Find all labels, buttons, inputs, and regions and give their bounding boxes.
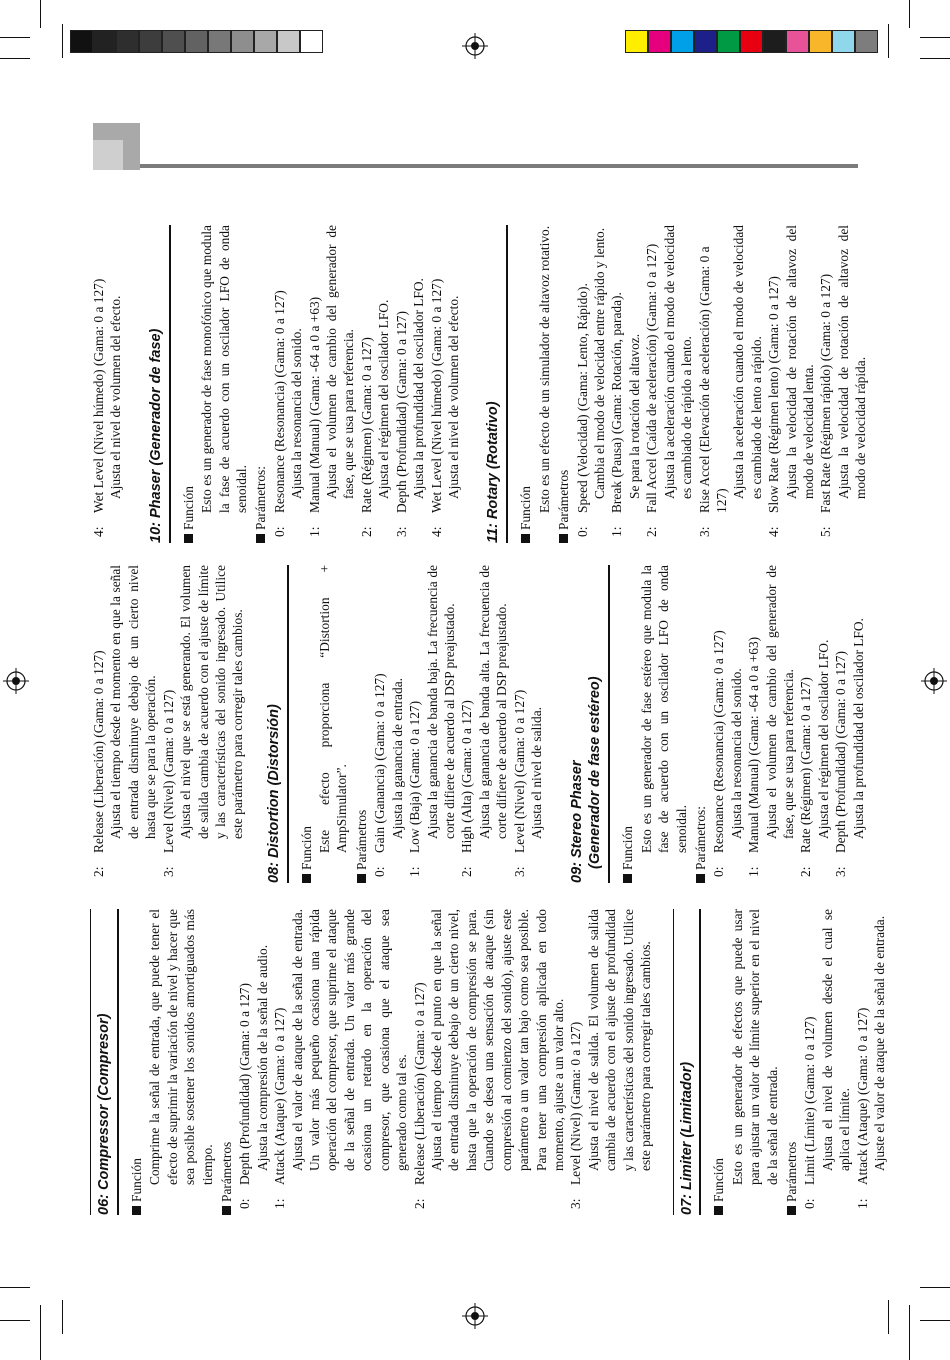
parameter-item: 1: Attack (Ataque) (Gama: 0 a 127) Ajusta el valor de ataque de la señal de entrada. Un valor más pequeño ocasiona una rápida operación del compresor, que suprime el ataque de la señal de entrada. Un valor más grande ocasiona un retardo en la operación del compresor, que ocasiona que el ataque sea generado como tal es. <box>272 909 410 1209</box>
color-swatch <box>300 30 323 53</box>
parameter-item: 1: Manual (Manual) (Gama: -64 a 0 a +63) Ajusta el volumen de cambio del generador de fase, que se usa para referencia. <box>306 225 357 537</box>
column-3 <box>90 225 870 543</box>
color-swatch <box>717 30 740 53</box>
color-swatch <box>832 30 855 53</box>
column-2 <box>90 565 867 883</box>
parameter-item: 2: Release (Liberación) (Gama: 0 a 127) Ajusta el tiempo desde el momento en que la señal de entrada disminuye debajo de un cierto nivel hasta que se para la operación. <box>91 565 159 877</box>
color-swatch <box>254 30 277 53</box>
parameter-item: 1: Attack (Ataque) (Gama: 0 a 127) Ajuste el valor de ataque de la señal de entrada. <box>854 915 888 1209</box>
color-swatch <box>116 30 139 53</box>
column-1 <box>90 909 889 1215</box>
function-text: Esto es un generador de fase monofónico que modula la fase de acuerdo con un oscilador LFO de onda senoidal. <box>199 225 249 513</box>
parameter-item: 1: Break (Pausa) (Gama: Rotación, parada). Se para la rotación del altavoz. <box>609 292 642 537</box>
parameter-item: 0: Resonance (Resonancia) (Gama: 0 a 127) Ajusta la resonancia del sonido. <box>711 630 744 877</box>
color-swatch <box>740 30 763 53</box>
parameter-item: 3: Level (Nivel) (Gama: 0 a 127) Ajusta el nivel de salida. El volumen de salida cambia de acuerdo con el ajuste de profundidad y las características del sonido ingresado. Utilice este parámetro para corregir tales cambios. <box>568 909 654 1209</box>
color-swatch <box>625 30 648 53</box>
parameters-header: Parámetros: <box>252 225 269 543</box>
function-header: Función <box>517 225 534 543</box>
color-swatch <box>694 30 717 53</box>
square-bullet-icon <box>222 1206 231 1215</box>
parameter-item: 2: High (Alta) (Gama: 0 a 127) Ajusta la ganancia de banda alta. La frecuencia de corte difiere de acuerdo al DSP preajustado. <box>459 565 510 877</box>
parameter-item: 3: Rise Accel (Elevación de aceleración) (Gama: 0 a 127) Ajusta la aceleración cuando el modo de velocidad es cambiado de lento a rápido. <box>696 225 764 537</box>
section-title: 08: Distortion (Distorsión) <box>265 565 289 883</box>
square-bullet-icon <box>787 1206 796 1215</box>
parameter-item: 2: Fall Accel (Caída de aceleración) (Gama: 0 a 127) Ajusta la aceleración cuando el modo de velocidad es cambiado de rápido a lento. <box>644 225 695 537</box>
square-bullet-icon <box>521 534 530 543</box>
chapter-tab-inner <box>93 140 123 170</box>
color-swatch <box>855 30 878 53</box>
parameters-header: Parámetros <box>353 565 370 883</box>
function-text: Esto es un generador de fase estéreo que modula la fase de acuerdo con un oscilador LFO de onda senoidal. <box>638 565 689 853</box>
parameter-item: 2: Rate (Régimen) (Gama: 0 a 127) Ajusta el régimen del oscilador LFO. <box>358 299 392 537</box>
function-header: Función <box>128 909 145 1215</box>
section-title: 06: Compressor (Compresor) <box>90 909 119 1215</box>
parameter-item: 4: Slow Rate (Régimen lento) (Gama: 0 a 127) Ajusta la velocidad de rotación de altavoz del modo de velocidad lenta. <box>766 225 817 537</box>
color-swatch <box>671 30 694 53</box>
function-text: Esto es un efecto de un simulador de altavoz rotativo. <box>536 225 552 513</box>
rotated-text-area <box>90 225 888 1215</box>
grayscale-bars <box>70 30 323 53</box>
color-swatch <box>277 30 300 53</box>
parameter-item: 1: Manual (Manual) (Gama: -64 a 0 a +63) Ajusta el volumen de cambio del generador de fase, que se usa para referencia. <box>746 565 797 877</box>
parameter-item: 5: Fast Rate (Régimen rápido) (Gama: 0 a 127) Ajusta la velocidad de rotación de altavoz del modo de velocidad rápida. <box>818 225 869 537</box>
color-bars <box>625 30 878 53</box>
color-swatch <box>70 30 93 53</box>
square-bullet-icon <box>184 534 193 543</box>
function-header: Función <box>298 565 315 883</box>
color-swatch <box>185 30 208 53</box>
parameter-item: 3: Depth (Profundidad) (Gama: 0 a 127) Ajusta la profundidad del oscilador LFO. <box>393 278 427 537</box>
function-text: Este efecto proporciona “Distortion + AmpSimulator”. <box>317 565 350 853</box>
square-bullet-icon <box>559 534 568 543</box>
square-bullet-icon <box>302 874 311 883</box>
parameters-header: Parámetros <box>218 909 235 1215</box>
color-swatch <box>763 30 786 53</box>
square-bullet-icon <box>256 534 265 543</box>
parameter-item: 4: Wet Level (Nivel húmedo) (Gama: 0 a 127) Ajusta el nivel de volumen del efecto. <box>428 278 462 537</box>
color-swatch <box>648 30 671 53</box>
registration-mark-icon <box>3 668 29 694</box>
parameters-header: Parámetros <box>783 909 800 1215</box>
color-swatch <box>809 30 832 53</box>
square-bullet-icon <box>714 1206 723 1215</box>
square-bullet-icon <box>623 874 632 883</box>
color-swatch <box>139 30 162 53</box>
registration-mark-icon <box>462 33 488 59</box>
color-swatch <box>162 30 185 53</box>
color-swatch <box>786 30 809 53</box>
registration-mark-icon <box>921 668 947 694</box>
section-title: 11: Rotary (Rotativo) <box>484 225 508 543</box>
square-bullet-icon <box>132 1206 141 1215</box>
parameter-item: 2: Release (Liberación) (Gama: 0 a 127) Ajusta el tiempo desde el punto en que la señal de entrada disminuye debajo de un cierto nivel, hasta que la operación de compresión se para. Cuando se desea una sensación de ataque (sin compresión al comienzo del sonido), ajuste este parámetro a un valor tan bajo como sea posible. Para tener una compresión aplicada en todo momento, ajuste a un valor alto. <box>411 909 566 1209</box>
header-rule <box>140 164 858 168</box>
color-swatch <box>231 30 254 53</box>
function-text: Comprime la señal de entrada, que puede tener el efecto de suprimir la variación de nivel y hacer que sea posible sostener los sonidos amortiguados más tiempo. <box>147 909 215 1185</box>
parameter-item: 0: Resonance (Resonancia) (Gama: 0 a 127) Ajusta la resonancia del sonido. <box>271 290 305 537</box>
parameter-item: 0: Depth (Profundidad) (Gama: 0 a 127) Ajusta la compresión de la señal de audio. <box>237 944 270 1209</box>
square-bullet-icon <box>696 874 705 883</box>
parameter-item: 0: Speed (Velocidad) (Gama: Lento, Rápido). Cambia el modo de velocidad entre rápido y lento. <box>574 227 607 537</box>
parameter-item: 4: Wet Level (Nivel húmedo) (Gama: 0 a 127) Ajusta el nivel de volumen del efecto. <box>91 278 124 537</box>
color-swatch <box>208 30 231 53</box>
parameter-item: 0: Limit (Límite) (Gama: 0 a 127) Ajusta el nivel de volumen desde el cual se aplica el límite. <box>802 909 853 1209</box>
parameters-header: Parámetros <box>555 225 572 543</box>
function-header: Función <box>180 225 197 543</box>
color-swatch <box>93 30 116 53</box>
parameter-item: 2: Rate (Régimen) (Gama: 0 a 127) Ajusta el régimen del oscilador LFO. <box>798 639 831 877</box>
registration-mark-icon <box>462 1303 488 1329</box>
parameters-header: Parámetros: <box>692 565 709 883</box>
function-text: Esto es un generador de efectos que puede usar para ajustar un valor de límite superior en el nivel de la señal de entrada. <box>729 909 780 1185</box>
parameter-item: 1: Low (Baja) (Gama: 0 a 127) Ajusta la ganancia de banda baja. La frecuencia de corte difiere de acuerdo al DSP preajustado. <box>407 565 458 877</box>
parameter-item: 0: Gain (Ganancia) (Gama: 0 a 127) Ajusta la ganancia de entrada. <box>372 673 405 877</box>
parameter-item: 3: Depth (Profundidad) (Gama: 0 a 127) Ajusta la profundidad del oscilador LFO. <box>833 618 866 877</box>
parameter-item: 3: Level (Nivel) (Gama: 0 a 127) Ajusta el nivel de salida. <box>511 689 545 877</box>
function-header: Función <box>619 565 636 883</box>
function-header: Función <box>710 909 727 1215</box>
parameter-item: 3: Level (Nivel) (Gama: 0 a 127) Ajusta el nivel que se está generando. El volumen de salida cambia de acuerdo con el ajuste de límite y las características del sonido ingresado. Utilice este parámetro para corregir tales cambios. <box>160 565 246 877</box>
section-title: 07: Limiter (Limitador) <box>673 909 702 1215</box>
section-title: 09: Stereo Phaser (Generador de fase estéreo) <box>568 565 611 883</box>
square-bullet-icon <box>357 874 366 883</box>
section-title: 10: Phaser (Generador de fase) <box>147 225 171 543</box>
